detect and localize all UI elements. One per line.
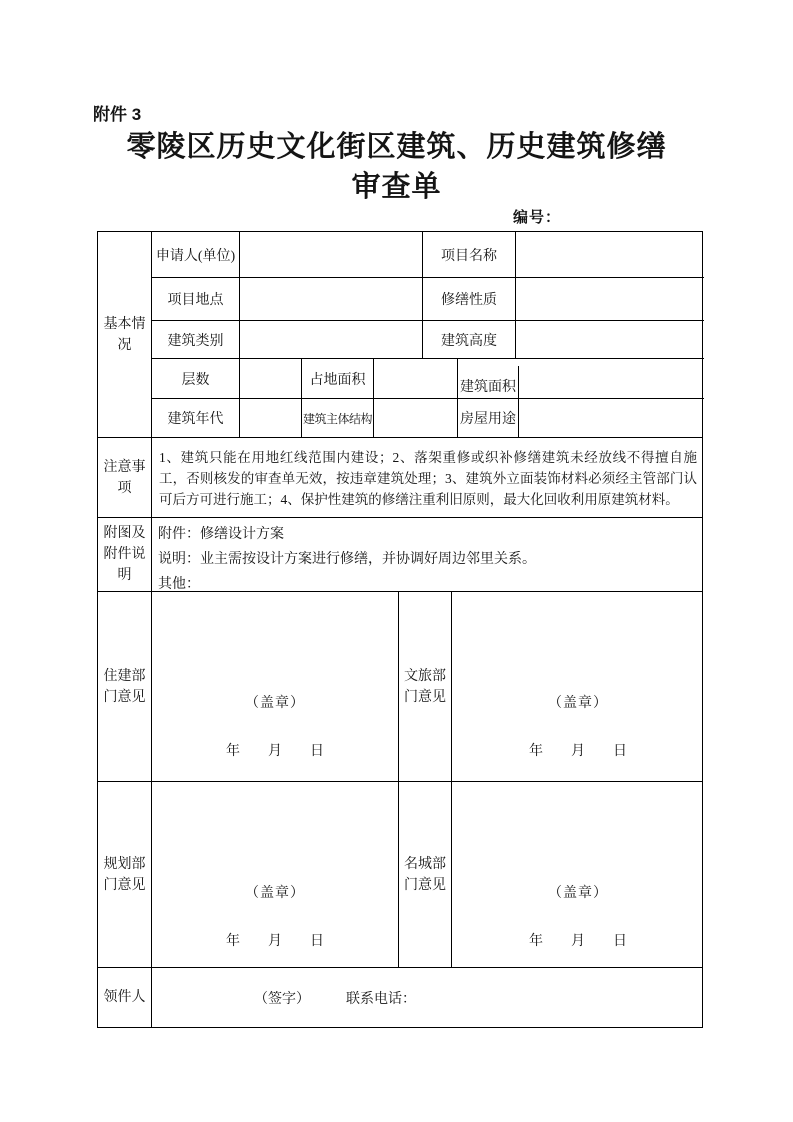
famous-city-dept-opinion-area[interactable] — [452, 782, 704, 967]
attachments-section-label: 附图及附件说明 — [103, 526, 146, 583]
house-use-value[interactable] — [519, 399, 704, 437]
recipient-section — [98, 968, 702, 1027]
notes-section-label: 注意事项 — [103, 459, 146, 496]
main-structure-value[interactable] — [374, 399, 458, 437]
famous-city-dept-stamp-placeholder: （盖章） — [548, 886, 608, 901]
floors-value[interactable] — [240, 359, 302, 398]
famous-city-dept-date-placeholder: 年 月 日 — [529, 934, 627, 949]
project-name-label: 项目名称 — [423, 232, 516, 277]
culture-tourism-dept-stamp-placeholder: （盖章） — [548, 696, 608, 711]
attachments-section — [98, 518, 702, 592]
building-era-label: 建筑年代 — [152, 399, 240, 437]
other-line[interactable]: 其他： — [158, 577, 200, 592]
famous-city-dept-opinion-label: 名城部门意见 — [404, 856, 446, 893]
floors-label: 层数 — [152, 359, 240, 398]
housing-dept-opinion-header — [98, 592, 152, 781]
culture-tourism-dept-date-placeholder: 年 月 日 — [529, 744, 627, 759]
page-title-line2: 审查单 — [351, 171, 442, 203]
attachment-line: 附件：修缮设计方案 — [158, 527, 284, 542]
culture-tourism-dept-opinion-area[interactable] — [452, 592, 704, 781]
project-name-value[interactable] — [516, 232, 704, 277]
recipient-label: 领件人 — [103, 990, 146, 1005]
project-location-label: 项目地点 — [152, 278, 240, 320]
basic-info-section — [98, 232, 702, 438]
review-form-table — [97, 231, 703, 1028]
applicant-value[interactable] — [240, 232, 423, 277]
land-area-value[interactable] — [374, 359, 458, 398]
planning-dept-opinion-label: 规划部门意见 — [103, 856, 146, 893]
housing-dept-opinion-label: 住建部门意见 — [103, 668, 146, 705]
opinion-row-2 — [98, 782, 702, 968]
housing-dept-stamp-placeholder: （盖章） — [245, 696, 305, 711]
notes-text: 1、建筑只能在用地红线范围内建设；2、落架重修或织补修缮建筑未经放线不得擅自施工，否则核发的审查单无效，按违章建筑处理；3、建筑外立面装饰材料必须经主管部门认可后方可进行施工；4、保护性建筑的修缮注重利旧原则，最大化回收利用原建筑材料。 — [159, 450, 697, 507]
planning-dept-opinion-header — [98, 782, 152, 967]
table-row — [152, 399, 704, 437]
main-structure-label: 建筑主体结构 — [302, 399, 374, 437]
planning-dept-stamp-placeholder: （盖章） — [245, 886, 305, 901]
basic-info-section-header — [98, 232, 152, 437]
repair-nature-label: 修缮性质 — [423, 278, 516, 320]
repair-nature-value[interactable] — [516, 278, 704, 320]
building-height-value[interactable] — [516, 321, 704, 358]
page-title-line1: 零陵区历史文化街区建筑、历史建筑修缮 — [126, 131, 667, 163]
culture-tourism-dept-opinion-header — [399, 592, 452, 781]
housing-dept-opinion-area[interactable] — [152, 592, 399, 781]
basic-info-rows — [152, 232, 704, 437]
page-title — [0, 127, 793, 207]
table-row — [152, 321, 704, 359]
land-area-label: 占地面积 — [302, 359, 374, 398]
building-era-value[interactable] — [240, 399, 302, 437]
form-number-label: 编号： — [513, 210, 562, 226]
project-location-value[interactable] — [240, 278, 423, 320]
recipient-phone-label: 联系电话： — [346, 991, 416, 1007]
notes-section — [98, 438, 702, 518]
famous-city-dept-opinion-header — [399, 782, 452, 967]
attachment-label: 附件 3 — [93, 105, 142, 124]
basic-info-section-label: 基本情况 — [103, 316, 146, 353]
building-category-value[interactable] — [240, 321, 423, 358]
culture-tourism-dept-opinion-label: 文旅部门意见 — [404, 668, 446, 705]
recipient-header — [98, 968, 152, 1027]
recipient-area[interactable] — [152, 968, 702, 1027]
building-height-label: 建筑高度 — [423, 321, 516, 358]
table-row — [152, 278, 704, 321]
building-area-label: 建筑面积 — [458, 366, 519, 405]
notes-section-header — [98, 438, 152, 517]
housing-dept-date-placeholder: 年 月 日 — [226, 744, 324, 759]
table-row — [152, 359, 704, 399]
building-category-label: 建筑类别 — [152, 321, 240, 358]
house-use-label: 房屋用途 — [458, 399, 519, 437]
description-line: 说明：业主需按设计方案进行修缮，并协调好周边邻里关系。 — [158, 552, 536, 567]
opinion-row-1 — [98, 592, 702, 782]
recipient-sign-placeholder: （签字） — [254, 991, 310, 1007]
applicant-label: 申请人(单位) — [152, 232, 240, 277]
attachments-body — [152, 518, 702, 591]
attachments-section-header — [98, 518, 152, 591]
building-area-value[interactable] — [519, 359, 704, 398]
planning-dept-opinion-area[interactable] — [152, 782, 399, 967]
table-row — [152, 232, 704, 278]
planning-dept-date-placeholder: 年 月 日 — [226, 934, 324, 949]
